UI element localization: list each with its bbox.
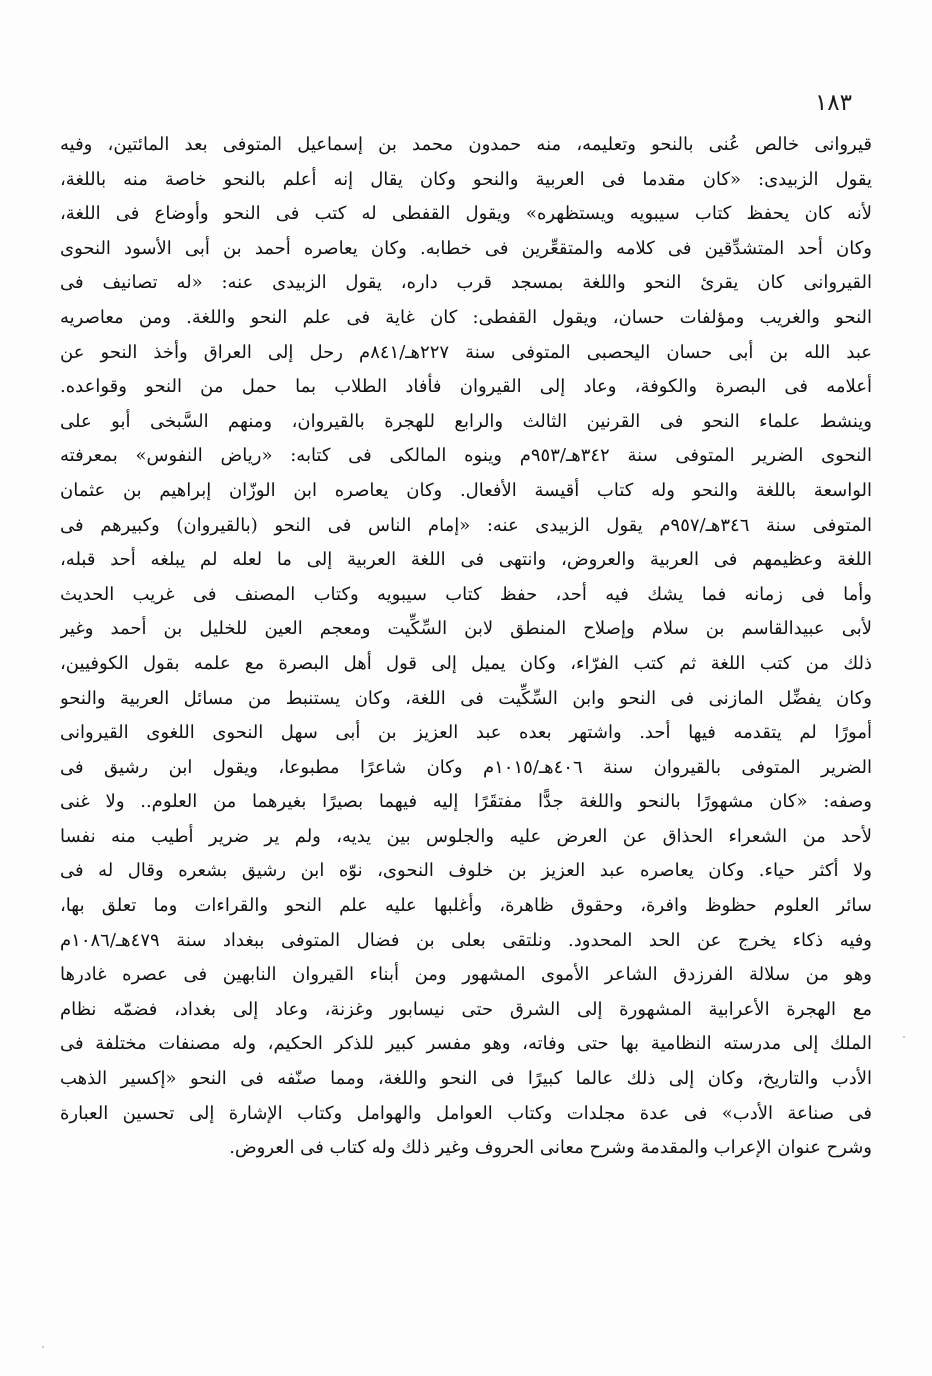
text-line: ذلك من كتب اللغة ثم كتب الفرّاء، وكان يميل إلى قول أهل البصرة مع علمه بقول الكوفيين، (60, 652, 872, 674)
body-text (60, 128, 872, 1166)
text-line: وهو من سلالة الفرزدق الشاعر الأموى المشهور ومن أبناء القيروان النابهين فى عصره غادرها (60, 964, 872, 986)
text-line: وفيه ذكاء يخرج عن الحد المحدود. ونلتقى بعلى بن فضال المتوفى ببغداد سنة ٤٧٩هـ/١٠٨٦م (60, 929, 872, 951)
text-line: أمورًا لم يتقدمه فيها أحد. واشتهر بعده عبد العزيز بن أبى سهل النحوى اللغوى القيروانى (60, 722, 872, 744)
text-line: النحو والغريب ومؤلفات حسان، ويقول القفطى: كان غاية فى علم النحو واللغة. ومن معاصريه (60, 306, 872, 328)
scan-speck (42, 1346, 44, 1348)
text-line: وكان أحد المتشدِّقين فى كلامه والمتقعِّرين فى خطابه. وكان يعاصره أحمد بن أبى الأسود النحوى (60, 237, 872, 259)
text-line: لأحد من الشعراء الحذاق عن العرض عليه والجلوس بين يديه، ولم ير ضرير أطيب منه نفسا (60, 825, 872, 847)
text-line: الضرير المتوفى بالقيروان سنة ٤٠٦هـ/١٠١٥م وكان شاعرًا مطبوعا، ويقول ابن رشيق فى (60, 756, 872, 778)
text-line: أعلامه فى البصرة والكوفة، وعاد إلى القيروان فأفاد الطلاب بما حمل من النحو وقواعده. (60, 376, 872, 398)
text-line: ولا أكثر حياء. وكان يعاصره عبد العزيز بن خلوف النحوى، نوّه ابن رشيق بشعره وقال له فى (60, 860, 872, 882)
text-line-last: وشرح عنوان الإعراب والمقدمة وشرح معانى الحروف وغير ذلك وله كتاب فى العروض. (229, 1137, 872, 1159)
text-line: الأدب والتاريخ، وكان إلى ذلك عالما كبيرًا فى النحو واللغة، ومما صنّفه فى النحو «إكسير الذهب (60, 1068, 872, 1090)
text-line: وينشط علماء النحو فى القرنين الثالث والرابع للهجرة بالقيروان، ومنهم السَّبخى أبو على (60, 410, 872, 432)
text-line: يقول الزبيدى: «كان مقدما فى العربية والنحو وكان يقال إنه أعلم بالنحو خاصة منه باللغة، (60, 168, 872, 190)
text-line: لأنه كان يحفظ كتاب سيبويه ويستظهره» ويقول القفطى له كتب فى النحو وأوضاع فى اللغة، (60, 203, 872, 225)
text-line: النحوى الضرير المتوفى سنة ٣٤٢هـ/٩٥٣م وينوه المالكى فى كتابه: «رياض النفوس» بمعرفته (60, 445, 872, 467)
text-line: القيروانى كان يقرئ النحو واللغة بمسجد قرب داره، يقول الزبيدى عنه: «له تصانيف فى (60, 272, 872, 294)
text-line: قيروانى خالص عُنى بالنحو وتعليمه، منه حمدون محمد بن إسماعيل المتوفى بعد المائتين، وفيه (60, 134, 872, 155)
text-line: وصفه: «كان مشهورًا بالنحو واللغة جدًّا مفتقَرًا إليه فيهما بصيرًا بغيرهما من العلوم.. ولا غنى (60, 791, 872, 813)
text-line: لأبى عبيدالقاسم بن سلام وإصلاح المنطق لابن السِّكِّيت ومعجم العين للخليل بن أحمد وغير (60, 618, 872, 640)
text-line: وأما فى زمانه فما يشك فيه أحد، حفظ كتاب سيبويه وكتاب المصنف فى غريب الحديث (60, 583, 872, 605)
text-line: الملك إلى مدرسته النظامية بها حتى وفاته، وهو مفسر كبير للذكر الحكيم، وله مصنفات مختلفة فى (60, 1033, 872, 1055)
text-line: اللغة وعظيمهم فى العربية والعروض، وانتهى فى اللغة العربية إلى ما لعله لم يبلغه أحد قبله، (60, 549, 872, 571)
page-number: ١٨٣ (814, 90, 852, 116)
text-line: عبد الله بن أبى حسان اليحصبى المتوفى سنة ٢٢٧هـ/٨٤١م رحل إلى العراق وأخذ النحو عن (60, 341, 872, 363)
text-line: فى صناعة الأدب» فى عدة مجلدات وكتاب العوامل والهوامل وكتاب الإشارة إلى تحسين العبارة (60, 1102, 872, 1124)
text-line: وكان يفضِّل المازنى فى النحو وابن السِّكِّيت فى اللغة، وكان يستنبط من مسائل العربية والنحو (60, 687, 872, 709)
text-line: المتوفى سنة ٣٤٦هـ/٩٥٧م يقول الزبيدى عنه: «إمام الناس فى النحو (بالقيروان) وكبيرهم فى (60, 514, 872, 536)
text-line: مع الهجرة الأعرابية المشهورة إلى الشرق حتى نيسابور وغزنة، وعاد إلى بغداد، فضمّه نظام (60, 998, 872, 1020)
text-line: الواسعة باللغة والنحو وله كتاب أقيسة الأفعال. وكان يعاصره ابن الوزّان إبراهيم بن عثمان (60, 479, 872, 501)
scan-speck (903, 1036, 905, 1038)
text-line: سائر العلوم حظوظ وافرة، وحقوق ظاهرة، وأغلبها عليه علم النحو والقراءات وما تعلق بها، (60, 895, 872, 917)
